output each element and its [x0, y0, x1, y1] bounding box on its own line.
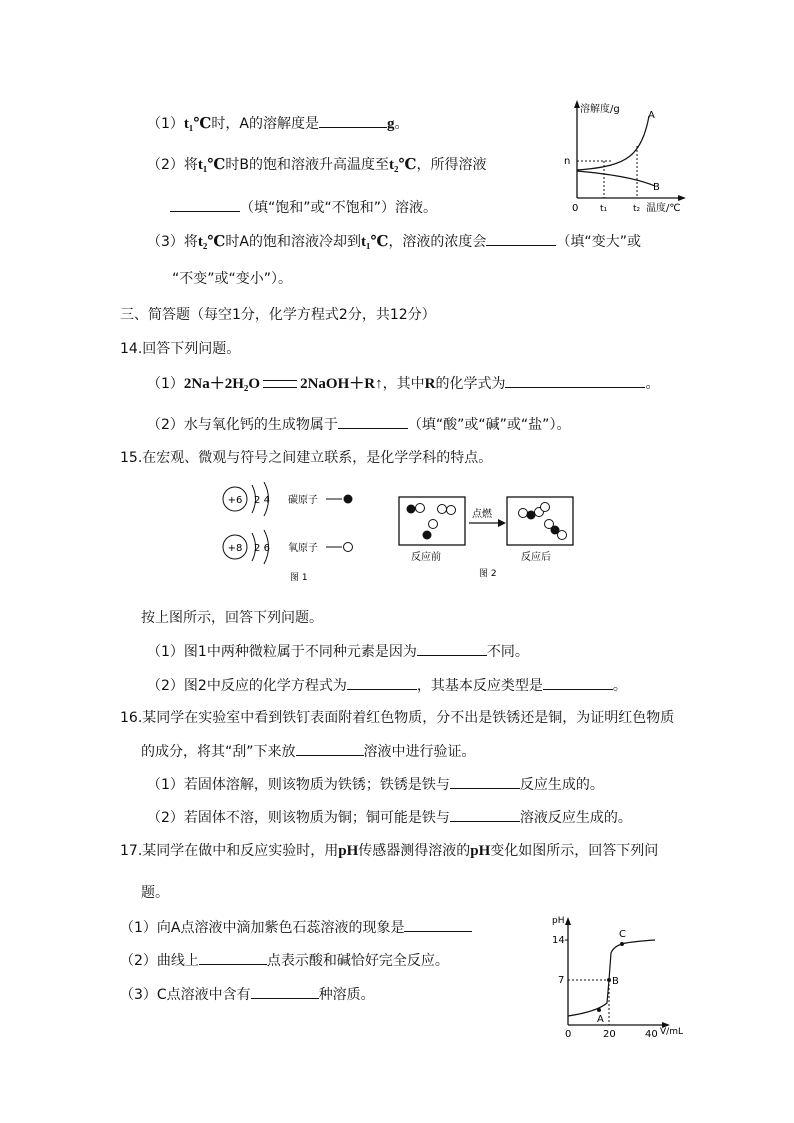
svg-text:A: A [597, 1014, 604, 1025]
svg-text:2 4: 2 4 [254, 495, 270, 506]
q15-stem: 15.在宏观、微观与符号之间建立联系，是化学学科的特点。 [120, 450, 493, 466]
q16-stem-line2: 的成分，将其“刮”下来放 溶液中进行验证。 [141, 741, 476, 762]
q13-part2: （2）将t₁℃时B的饱和溶液升高温度至t₂℃，所得溶液 [147, 157, 487, 173]
solubility-graph [560, 98, 690, 218]
answer-blank[interactable] [338, 414, 408, 429]
q16-stem-line1: 16.某同学在实验室中看到铁钉表面附着红色物质，分不出是铁锈还是铜，为证明红色物质 [120, 710, 675, 726]
svg-text:溶解度/g: 溶解度/g [580, 104, 620, 115]
svg-text:点燃: 点燃 [472, 509, 492, 520]
q16-part2: （2）若固体不溶，则该物质为铜；铜可能是铁与 溶液反应生成的。 [147, 807, 632, 828]
q13-part2-cont: （填“饱和”或“不饱和”）溶液。 [170, 197, 437, 218]
svg-text:+6: +6 [227, 495, 243, 506]
curve-a [577, 116, 649, 170]
svg-text:氧原子: 氧原子 [288, 543, 318, 554]
svg-text:B: B [653, 182, 660, 193]
point-c [620, 942, 624, 946]
svg-text:A: A [648, 110, 655, 121]
q15-intro: 按上图所示，回答下列问题。 [141, 610, 323, 626]
svg-text:t₂: t₂ [633, 204, 641, 214]
svg-text:图 1: 图 1 [290, 573, 308, 583]
answer-blank[interactable] [450, 807, 520, 822]
q17-stem-line2: 题。 [141, 885, 169, 901]
answer-blank[interactable] [486, 231, 556, 246]
equation-right: 2NaOH＋R↑ [300, 376, 383, 392]
figure-1-atom-models [218, 482, 368, 587]
svg-text:反应后: 反应后 [521, 552, 551, 563]
svg-text:20: 20 [603, 1029, 616, 1038]
svg-text:n: n [564, 156, 571, 167]
oxygen-atom-icon [344, 543, 353, 552]
svg-text:+8: +8 [227, 543, 243, 554]
q15-part1: （1）图1中两种微粒属于不同种元素是因为 不同。 [147, 641, 529, 662]
q13-part1: （1）t₁℃时，A的溶解度是 g。 [147, 113, 408, 134]
svg-text:40: 40 [645, 1029, 658, 1038]
svg-text:2 6: 2 6 [254, 543, 270, 554]
answer-blank[interactable] [251, 984, 319, 999]
q17-part1: （1）向A点溶液中滴加紫色石蕊溶液的现象是 [120, 917, 472, 938]
svg-text:图 2: 图 2 [479, 569, 497, 579]
answer-blank[interactable] [296, 741, 364, 756]
q16-part1: （1）若固体溶解，则该物质为铁锈；铁锈是铁与 反应生成的。 [147, 774, 604, 795]
q13-part3-cont: “不变”或“变小”）。 [172, 271, 293, 287]
answer-blank[interactable] [347, 675, 417, 690]
q13-part3: （3）将t₂℃时A的饱和溶液冷却到t₁℃，溶液的浓度会 （填“变大”或 [147, 231, 641, 252]
svg-text:14: 14 [552, 935, 565, 946]
equals-sign [263, 380, 297, 388]
section-title: 三、简答题（每空1分，化学方程式2分，共12分） [120, 307, 436, 323]
t1-symbol: t₁℃ [183, 116, 212, 132]
svg-text:温度/℃: 温度/℃ [646, 203, 681, 214]
svg-text:C: C [619, 929, 626, 940]
svg-text:0: 0 [572, 203, 579, 214]
svg-text:7: 7 [558, 975, 565, 986]
q17-part2: （2）曲线上 点表示酸和碱恰好完全反应。 [120, 950, 449, 971]
svg-text:反应前: 反应前 [411, 552, 441, 563]
q17-part3: （3）C点溶液中含有 种溶质。 [120, 984, 375, 1005]
svg-text:V/mL: V/mL [660, 1027, 683, 1037]
answer-blank[interactable] [450, 774, 520, 789]
carbon-atom-icon [344, 495, 353, 504]
answer-blank[interactable] [404, 917, 472, 932]
answer-blank[interactable] [170, 197, 240, 212]
q14-part1: （1）2Na＋2H₂O 2NaOH＋R↑，其中R的化学式为 。 [147, 373, 659, 394]
svg-text:pH: pH [552, 916, 565, 926]
q17-stem: 17.某同学在做中和反应实验时，用pH传感器测得溶液的pH变化如图所示，回答下列问 [120, 843, 659, 859]
svg-text:t₁: t₁ [600, 204, 608, 214]
q15-part2: （2）图2中反应的化学方程式为 ，其基本反应类型是 。 [147, 675, 627, 696]
ph-titration-graph [548, 913, 688, 1038]
svg-text:碳原子: 碳原子 [288, 495, 318, 506]
answer-blank[interactable] [319, 113, 387, 128]
svg-text:0: 0 [565, 1029, 572, 1038]
point-b [607, 978, 611, 982]
svg-text:B: B [612, 976, 619, 987]
q14-part2: （2）水与氧化钙的生成物属于 （填“酸”或“碱”或“盐”）。 [147, 414, 570, 435]
figure-2-reaction [397, 492, 577, 586]
answer-blank[interactable] [505, 373, 645, 388]
answer-blank[interactable] [543, 675, 613, 690]
q14-stem: 14.回答下列问题。 [120, 341, 241, 357]
point-a [597, 1008, 601, 1012]
answer-blank[interactable] [199, 950, 267, 965]
curve-b [577, 171, 655, 186]
equation-left: 2Na＋2H₂O [183, 376, 261, 392]
answer-blank[interactable] [417, 641, 487, 656]
